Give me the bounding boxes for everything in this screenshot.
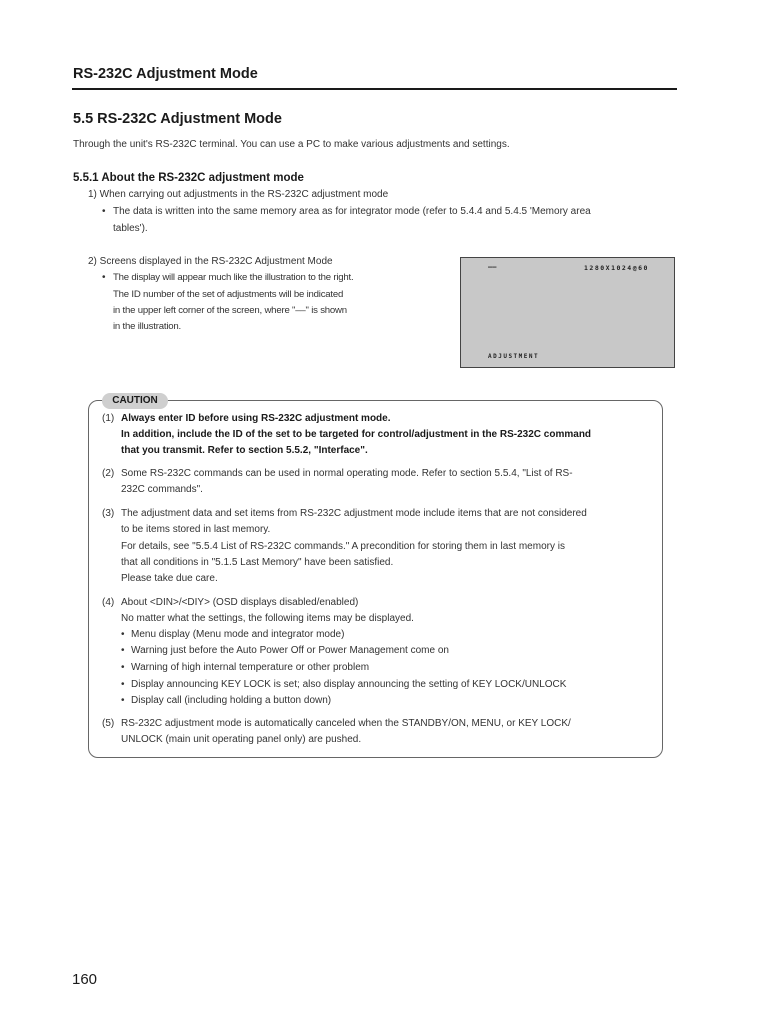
bullet-icon: • (121, 679, 125, 690)
bullet-icon: • (102, 206, 106, 217)
caution-label: CAUTION (102, 393, 168, 409)
caution-number-3: (3) (102, 508, 115, 519)
section-title: 5.5 RS-232C Adjustment Mode (73, 111, 282, 127)
caution-number-2: (2) (102, 468, 115, 479)
header-divider (72, 88, 677, 90)
caution-number-5: (5) (102, 718, 115, 729)
caution-number-4: (4) (102, 597, 115, 608)
subsection-title: 5.5.1 About the RS-232C adjustment mode (73, 172, 304, 184)
caution-3-line1: The adjustment data and set items from RS-232C adjustment mode include items that are not considered (121, 508, 587, 519)
caution-2-line2: 232C commands". (121, 484, 203, 495)
running-header: RS-232C Adjustment Mode (73, 66, 258, 82)
caution-5-line1: RS-232C adjustment mode is automatically canceled when the STANDBY/ON, MENU, or KEY LOCK/ (121, 718, 571, 729)
caution-4-line2: No matter what the settings, the following items may be displayed. (121, 613, 414, 624)
caution-3-line4: that all conditions in "5.1.5 Last Memory" have been satisfied. (121, 557, 394, 568)
caution-number-1: (1) (102, 413, 115, 424)
item1-bullet-line2: tables'). (113, 223, 148, 234)
caution-1-line2: In addition, include the ID of the set to be targeted for control/adjustment in the RS-232C command (121, 429, 592, 440)
caution-4-bullet-3: Warning of high internal temperature or other problem (131, 662, 370, 673)
caution-5-line2: UNLOCK (main unit operating panel only) are pushed. (121, 734, 362, 745)
caution-2-line1: Some RS-232C commands can be used in normal operating mode. Refer to section 5.5.4, "List of RS- (121, 468, 573, 479)
caution-3-line5: Please take due care. (121, 573, 218, 584)
section-intro: Through the unit's RS-232C terminal. You can use a PC to make various adjustments and settings. (73, 139, 510, 150)
caution-1-line1: Always enter ID before using RS-232C adjustment mode. (121, 413, 391, 424)
screen-id-placeholder: –– (488, 263, 497, 271)
screen-resolution: 1280X1024@60 (584, 264, 649, 272)
caution-3-line2: to be items stored in last memory. (121, 524, 271, 535)
caution-4-bullet-2: Warning just before the Auto Power Off or Power Management come on (131, 645, 449, 656)
item2-heading: 2) Screens displayed in the RS-232C Adjustment Mode (88, 256, 333, 267)
item2-line1: The display will appear much like the illustration to the right. (113, 272, 354, 283)
page-number: 160 (72, 971, 98, 988)
caution-3-line3: For details, see "5.5.4 List of RS-232C commands." A precondition for storing them in last memory is (121, 541, 565, 552)
screen-illustration (460, 257, 675, 368)
caution-1-line3: that you transmit. Refer to section 5.5.2, "Interface". (121, 445, 368, 456)
item2-line2: The ID number of the set of adjustments will be indicated (113, 289, 344, 300)
bullet-icon: • (102, 272, 106, 283)
bullet-icon: • (121, 645, 125, 656)
bullet-icon: • (121, 629, 125, 640)
item1-bullet-line1: The data is written into the same memory area as for integrator mode (refer to 5.4.4 and 5.4.5 'Memory area (113, 206, 591, 217)
item2-line4: in the illustration. (113, 321, 181, 332)
bullet-icon: • (121, 662, 125, 673)
caution-4-bullet-5: Display call (including holding a button down) (131, 695, 332, 706)
caution-4-bullet-4: Display announcing KEY LOCK is set; also display announcing the setting of KEY LOCK/UNLOCK (131, 679, 567, 690)
bullet-icon: • (121, 695, 125, 706)
caution-4-bullet-1: Menu display (Menu mode and integrator mode) (131, 629, 345, 640)
item1-heading: 1) When carrying out adjustments in the RS-232C adjustment mode (88, 189, 389, 200)
caution-4-line1: About <DIN>/<DIY> (OSD displays disabled/enabled) (121, 597, 359, 608)
screen-mode-label: ADJUSTMENT (488, 353, 540, 360)
item2-line3: in the upper left corner of the screen, where "––" is shown (113, 305, 347, 316)
